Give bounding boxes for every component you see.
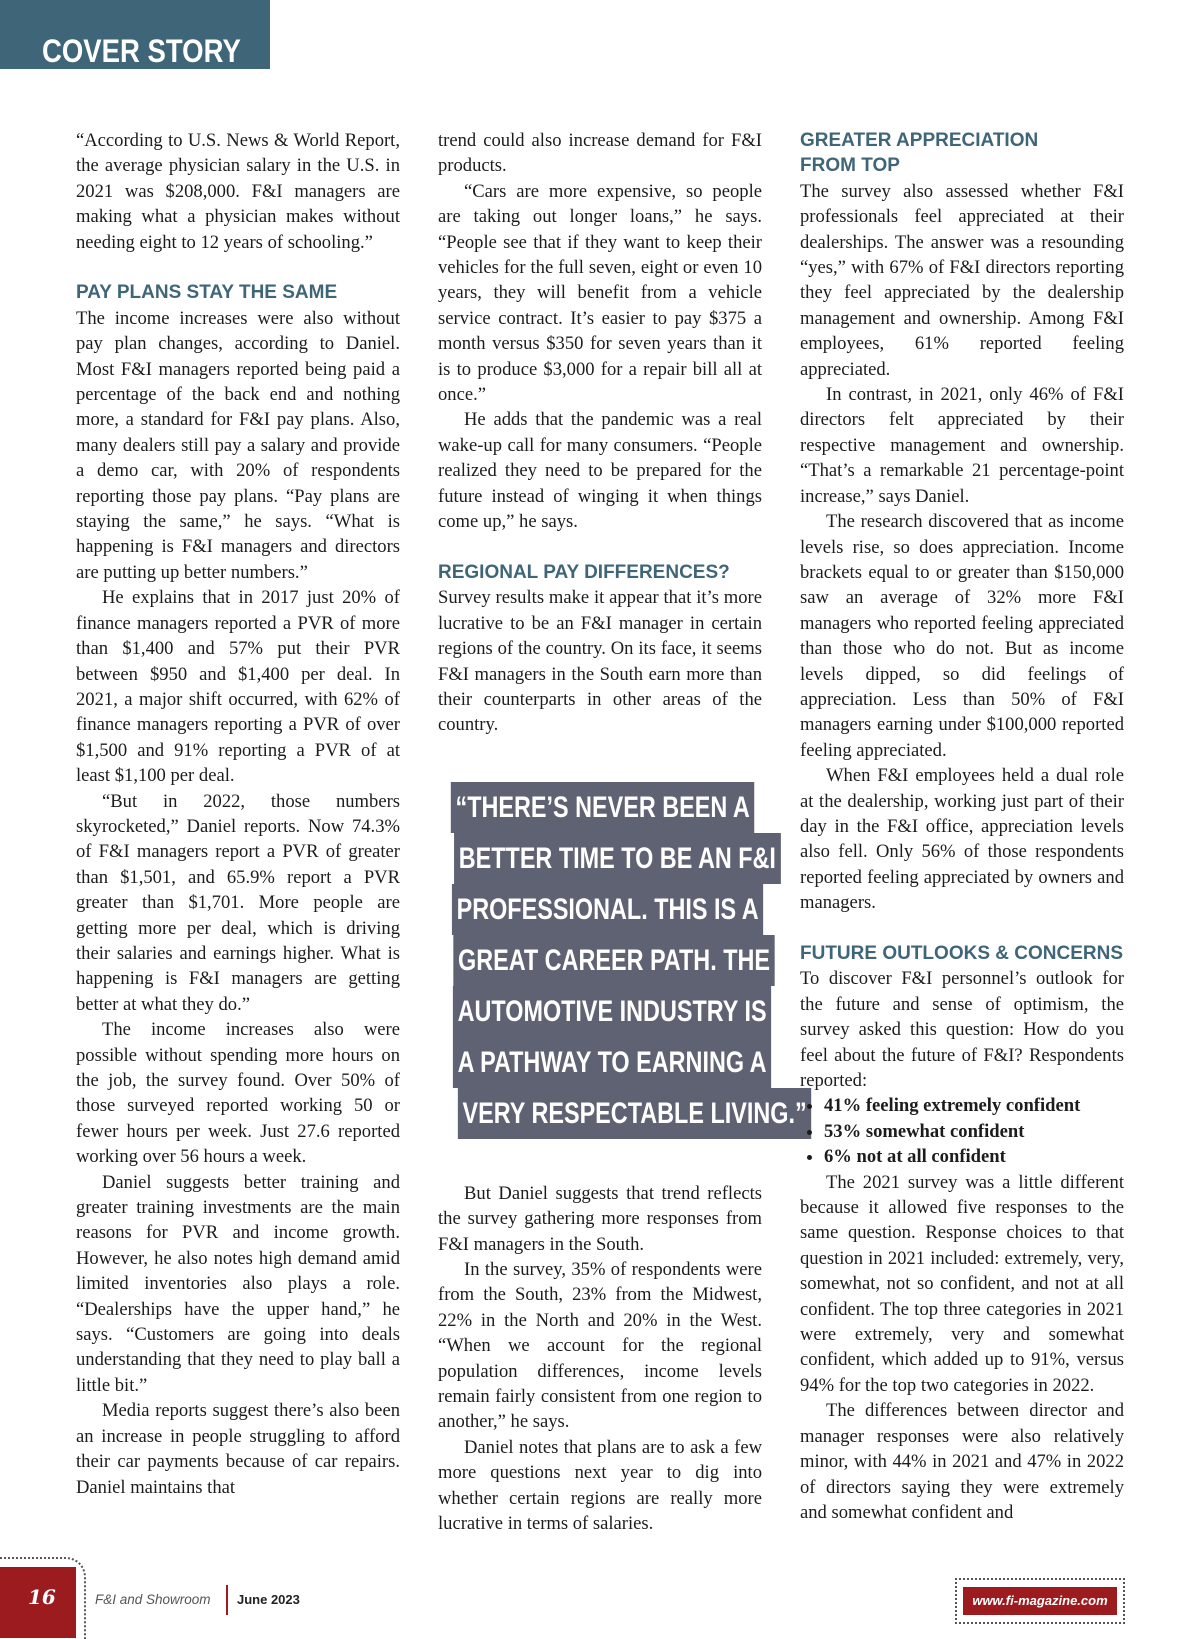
paragraph: He explains that in 2017 just 20% of finance managers reported a PVR of more than $1,400 and 57% put their PVR between $950 and $1,400 per deal. In 2021, a major shift occurred, with 62% of finance managers reporting a PVR of over $1,500 and 91% reporting a PVR of at least $1,100 per deal. [76,587,400,787]
paragraph: “Cars are more expensive, so people are taking out longer loans,” he says. “People see that if they want to keep their vehicles for the full seven, eight or even 10 years, they will benefit from a vehicle service contract. It’s easier to pay $375 a month versus $350 for seven years than it is to produce $3,000 for a repair bill all at once.” [438,180,762,406]
pull-quote-line: AUTOMOTIVE INDUSTRY IS [453,986,771,1037]
paragraph: The survey also assessed whether F&I professionals feel appreciated at their dealerships. The answer was a resounding “yes,” with 67% of F&I directors reporting they feel appreciated by the dealership management and ownership. Among F&I employees, 61% reported feeling appreciated. [800,180,1124,380]
pull-quote-line: “THERE’S NEVER BEEN A [451,782,755,833]
pull-quote-line: GREAT CAREER PATH. THE [453,935,774,986]
paragraph: In the survey, 35% of respondents were from the South, 23% from the Midwest, 22% in the North and 20% in the West. “When we account for the regional population differences, income levels remain fairly consistent from one region to another,” he says. [438,1258,762,1433]
article-column-2 [438,128,807,1536]
paragraph: The income increases also were possible without spending more hours on the job, the survey found. Over 50% of those surveyed reported working 50 or fewer hours per week. Just 27.6 reported working over 56 hours a week. [76,1019,400,1168]
paragraph: Survey results make it appear that it’s more lucrative to be an F&I manager in certain regions of the country. On its face, it seems F&I managers in the South earn more than their counterparts in other areas of the country. [438,587,762,736]
publication-name: F&I and Showroom [95,1592,211,1607]
paragraph: But Daniel suggests that trend reflects the survey gathering more responses from F&I managers in the South. [438,1182,762,1255]
page-number: 16 [28,1585,56,1609]
pull-quote-line: VERY RESPECTABLE LIVING.” [458,1088,811,1139]
paragraph: Media reports suggest there’s also been an increase in people struggling to afford their car payments because of car repairs. Daniel maintains that [76,1400,400,1498]
section-heading: REGIONAL PAY DIFFERENCES? [438,561,730,583]
paragraph: Daniel suggests better training and greater training investments are the main reasons for PVR and income growth. However, he also notes high demand amid limited inventories also plays a role. “Dealerships have the upper hand,” he says. “Customers are going into deals understanding that they need to play ball a little bit.” [76,1171,400,1396]
paragraph: trend could also increase demand for F&I products. [438,130,762,177]
bullet-list [800,1093,1124,1169]
paragraph: In contrast, in 2021, only 46% of F&I directors felt appreciated by their respective management and ownership. “That’s a remarkable 21 percentage-point increase,” says Daniel. [800,384,1124,507]
footer-divider [226,1585,228,1615]
pull-quote-line: PROFESSIONAL. THIS IS A [452,884,763,935]
paragraph: The differences between director and manager responses were also relatively minor, with 44% in 2021 and 47% in 2022 of directors saying they were extremely and somewhat confident and [800,1400,1124,1523]
list-item: • 53% somewhat confident [824,1119,1124,1144]
pull-quote [438,782,807,1139]
pull-quote-line: BETTER TIME TO BE AN F&I [454,833,781,884]
paragraph: The income increases were also without pay plan changes, according to Daniel. Most F&I managers reported being paid a percentage of the back end and nothing more, a standard for F&I pay plans. Also, many dealers still pay a salary and provide a demo car, with 20% of respondents reporting those pay plans. “Pay plans are staying the same,” he says. “What is happening is F&I managers and directors are putting up better numbers.” [76,307,400,583]
section-heading: PAY PLANS STAY THE SAME [76,282,338,304]
page-number-block [0,1567,76,1638]
list-item: • 6% not at all confident [824,1144,1124,1169]
section-heading: GREATER APPRECIATION FROM TOP [800,130,1039,177]
paragraph: He adds that the pandemic was a real wake-up call for many consumers. “People realized they need to be prepared for the future instead of winging it when things come up,” he says. [438,409,762,533]
list-item: • 41% feeling extremely confident [824,1093,1124,1118]
paragraph: The 2021 survey was a little different because it allowed five responses to the same question. Response choices to that question in 2021 included: extremely, very, somewhat, not so confident, and not at all confident. The top three categories in 2021 were extremely, very and somewhat confident, which added up to 91%, versus 94% for the top two categories in 2022. [800,1171,1124,1396]
paragraph: When F&I employees held a dual role at the dealership, working just part of their day in the F&I office, appreciation levels also fell. Only 56% of those respondents reported feeling appreciated by owners and managers. [800,765,1124,914]
article-column-1 [76,128,400,1500]
section-heading: FUTURE OUTLOOKS & CONCERNS [800,942,1123,964]
pull-quote-line: A PATHWAY TO EARNING A [453,1037,771,1088]
website-link[interactable]: www.fi-magazine.com [963,1587,1117,1615]
issue-date: June 2023 [237,1592,300,1607]
paragraph: Daniel notes that plans are to ask a few more questions next year to dig into whether certain regions are really more lucrative in terms of salaries. [438,1436,762,1535]
website-badge [955,1578,1125,1624]
paragraph: “According to U.S. News & World Report, the average physician salary in the U.S. in 2021 was $208,000. F&I managers are making what a physician makes without needing eight to 12 years of schooling.” [76,130,400,253]
section-label: COVER STORY [0,0,270,69]
article-column-3 [800,128,1124,1525]
paragraph: The research discovered that as income levels rise, so does appreciation. Income brackets equal to or greater than $150,000 saw an average of 32% more F&I managers who reported feeling appreciated than those who do not. But as income levels dipped, so did feelings of appreciation. Less than 50% of F&I managers earning under $100,000 reported feeling appreciated. [800,511,1124,761]
paragraph: “But in 2022, those numbers skyrocketed,” Daniel reports. Now 74.3% of F&I managers report a PVR of greater than $1,501, and 65.9% report a PVR greater than $1,701. More people are getting more per deal, which is driving their salaries and earnings higher. What is happening is F&I managers are getting better at what they do.” [76,790,400,1015]
paragraph: To discover F&I personnel’s outlook for the future and sense of optimism, the survey asked this question: How do you feel about the future of F&I? Respondents reported: [800,968,1124,1092]
